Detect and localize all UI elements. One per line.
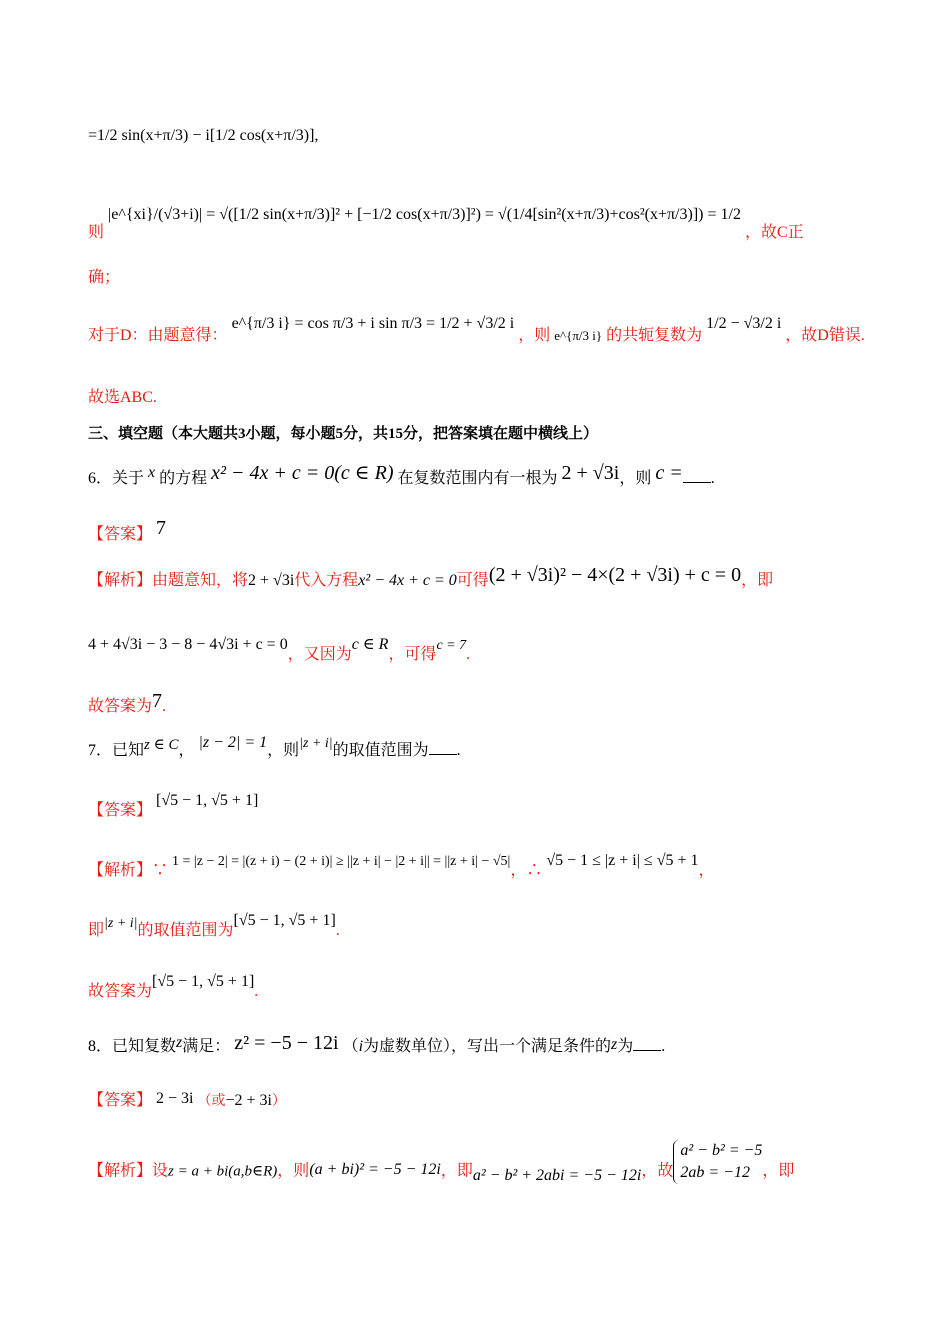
q8-var2: z bbox=[611, 1036, 618, 1053]
d-part-suffix: ，故D错误. bbox=[785, 327, 865, 344]
q7-cond2: |z − 2| = 1 bbox=[198, 734, 268, 751]
c-part-line1-formula: =1/2 sin(x+π/3) − i[1/2 cos(x+π/3)], bbox=[88, 127, 319, 144]
q8-answer-value: 2 − 3i bbox=[156, 1090, 194, 1107]
q8-analysis-t2: ，则 bbox=[277, 1162, 310, 1180]
q8-answer-blank bbox=[633, 1036, 661, 1051]
d-part-mid: ，则 bbox=[518, 327, 551, 344]
q6-analysis-res: c = 7 bbox=[436, 638, 467, 653]
q7-analysis-ineq: √5 − 1 ≤ |z + i| ≤ √5 + 1 bbox=[546, 852, 699, 869]
q6-text3: 在复数范围内有一根为 bbox=[397, 470, 558, 487]
q6-analysis-line2 bbox=[88, 636, 471, 667]
q8-analysis-label: 【解析】 bbox=[88, 1162, 153, 1180]
c-part-line2-formula: |e^{xi}/(√3+i)| = √([1/2 sin(x+π/3)]² + [−1/2 cos(x+π/3)]²) = √(1/4[sin²(x+π/3)+cos²(x+π/3)]) = 1/2 bbox=[108, 206, 741, 223]
q6-analysis-root: 2 + √3i bbox=[248, 572, 295, 589]
q6-equation: x² − 4x + c = 0(c ∈ R) bbox=[211, 462, 394, 484]
q7-answer-blank bbox=[429, 740, 457, 755]
q7-final-end: . bbox=[254, 983, 259, 1000]
q6-analysis-t7: . bbox=[466, 646, 471, 663]
q7-text2: ，则 bbox=[267, 742, 300, 759]
q7-analysis-line1 bbox=[88, 852, 715, 883]
q8-analysis-t4: ，故 bbox=[641, 1162, 674, 1180]
c-part-line2-suffix: ，故C正 bbox=[744, 224, 804, 241]
q7-analysis-because: ∵ bbox=[152, 862, 169, 879]
q8-analysis-sys1: a² − b² = −5 bbox=[680, 1142, 763, 1159]
q6-ask: c = bbox=[655, 462, 683, 484]
q7-line2-expr: |z + i| bbox=[104, 916, 138, 931]
d-part-prefix: 对于D：由题意得： bbox=[88, 327, 228, 344]
q6-analysis-t4: ，即 bbox=[741, 572, 774, 589]
q7-final-text: 故答案为 bbox=[88, 983, 153, 1000]
q8-analysis-t5: ，即 bbox=[762, 1162, 795, 1180]
c-part-line1 bbox=[88, 125, 318, 147]
d-part-exp: e^{π/3 i} bbox=[554, 328, 603, 343]
d-part-line bbox=[88, 315, 865, 347]
q7-analysis-label: 【解析】 bbox=[88, 862, 153, 879]
q7-analysis-therefore: ，∴ bbox=[510, 862, 543, 879]
q6-final-text: 故答案为 bbox=[88, 698, 153, 715]
q6-analysis-line1 bbox=[88, 564, 774, 592]
q7-analysis-chain: 1 = |z − 2| = |(z + i) − (2 + i)| ≥ ||z + i| − |2 + i|| = ||z + i| − √5| bbox=[172, 854, 511, 869]
q6-answer-line bbox=[88, 517, 167, 546]
q8-analysis-system bbox=[673, 1140, 762, 1184]
q6-analysis-t3: 可得 bbox=[456, 572, 489, 589]
q6-analysis-cond: c ∈ R bbox=[351, 636, 389, 653]
c-part-line2-prefix: 则 bbox=[88, 224, 105, 241]
q8-answer-alt: −2 + 3i bbox=[225, 1092, 272, 1109]
q7-text1: 已知 bbox=[112, 742, 145, 759]
q7-final-value: [√5 − 1, √5 + 1] bbox=[152, 973, 255, 990]
q8-analysis-sq: (a + bi)² = −5 − 12i bbox=[309, 1160, 441, 1178]
q8-analysis-exp: a² − b² + 2abi = −5 − 12i bbox=[472, 1166, 642, 1184]
q6-analysis-line2-formula: 4 + 4√3i − 3 − 8 − 4√3i + c = 0 bbox=[88, 636, 288, 653]
q8-var: z bbox=[176, 1034, 183, 1051]
q8-text1: 已知复数 bbox=[112, 1038, 177, 1055]
q8-analysis-sys2: 2ab = −12 bbox=[680, 1164, 750, 1181]
q6-text1: 关于 bbox=[112, 470, 145, 487]
q8-eq: z² = −5 − 12i bbox=[234, 1032, 339, 1054]
q7-analysis-end: ， bbox=[698, 862, 715, 879]
q6-number: 6． bbox=[88, 470, 113, 487]
q8-answer-label: 【答案】 bbox=[88, 1092, 153, 1109]
q6-analysis-sub: (2 + √3i)² − 4×(2 + √3i) + c = 0 bbox=[488, 564, 742, 586]
q6-analysis-t1: 由题意知，将 bbox=[152, 572, 249, 589]
q8-text2: 满足： bbox=[182, 1038, 231, 1055]
q6-answer-value: 7 bbox=[156, 517, 167, 539]
q7-text3: 的取值范围为 bbox=[332, 742, 429, 759]
q8-analysis-set: z = a + bi(a,b∈R) bbox=[168, 1163, 278, 1180]
q8-number: 8． bbox=[88, 1038, 113, 1055]
q7-cond1: z ∈ C bbox=[144, 737, 179, 753]
q7-final-line bbox=[88, 973, 259, 1003]
d-part-conj-text: 的共轭复数为 bbox=[606, 327, 703, 344]
q6-text2: 的方程 bbox=[159, 470, 208, 487]
q8-answer-line bbox=[88, 1090, 286, 1113]
question-6 bbox=[88, 462, 715, 490]
q8-end: . bbox=[661, 1038, 666, 1055]
q8-text4: 为虚数单位），写出一个满足条件的 bbox=[363, 1038, 612, 1055]
q8-text5: 为 bbox=[617, 1038, 634, 1055]
question-8 bbox=[88, 1034, 665, 1058]
question-7 bbox=[88, 734, 461, 763]
q6-analysis-label: 【解析】 bbox=[88, 572, 153, 589]
q7-answer-line bbox=[88, 792, 259, 822]
c-part-line3: 确； bbox=[88, 269, 121, 286]
q6-var: x bbox=[148, 464, 156, 481]
q8-analysis-t1: 设 bbox=[152, 1162, 169, 1180]
q6-analysis-t5: ，又因为 bbox=[287, 646, 352, 663]
q7-comma: ， bbox=[178, 742, 195, 759]
q8-answer-alt-close: ） bbox=[271, 1094, 286, 1109]
q6-text4: ，则 bbox=[619, 470, 652, 487]
q8-analysis-t3: ，即 bbox=[440, 1162, 473, 1180]
q7-line2-text1: 即 bbox=[88, 922, 105, 939]
q8-text3: （ bbox=[342, 1038, 359, 1055]
q6-final-line bbox=[88, 690, 167, 718]
q8-analysis-line bbox=[88, 1142, 795, 1194]
q6-answer-label: 【答案】 bbox=[88, 526, 153, 543]
q8-answer-alt-open: （或 bbox=[197, 1094, 226, 1109]
q7-answer-label: 【答案】 bbox=[88, 802, 153, 819]
q7-line2-value: [√5 − 1, √5 + 1] bbox=[233, 912, 336, 929]
q6-analysis-eq: x² − 4x + c = 0 bbox=[358, 572, 457, 589]
q7-expr: |z + i| bbox=[299, 736, 333, 751]
choose-answer: 故选ABC. bbox=[88, 389, 157, 406]
q7-end: . bbox=[456, 742, 461, 759]
q6-end: . bbox=[710, 470, 715, 487]
q8-unit: i bbox=[358, 1038, 364, 1055]
q7-line2-end: . bbox=[335, 922, 340, 939]
q7-line2 bbox=[88, 912, 340, 943]
d-part-conj-value: 1/2 − √3/2 i bbox=[706, 315, 782, 332]
q6-final-end: . bbox=[162, 698, 167, 715]
q7-answer-value: [√5 − 1, √5 + 1] bbox=[156, 792, 259, 809]
q7-number: 7． bbox=[88, 742, 113, 759]
q6-root: 2 + √3i bbox=[561, 462, 620, 484]
q6-analysis-t2: 代入方程 bbox=[294, 572, 359, 589]
d-part-formula: e^{π/3 i} = cos π/3 + i sin π/3 = 1/2 + √3/2 i bbox=[231, 315, 515, 332]
q6-answer-blank bbox=[683, 468, 711, 483]
q6-analysis-t6: ，可得 bbox=[388, 646, 437, 663]
q6-final-value: 7 bbox=[152, 690, 163, 712]
c-part-line2 bbox=[88, 206, 804, 244]
q7-line2-text2: 的取值范围为 bbox=[137, 922, 234, 939]
section-heading: 三、填空题（本大题共3小题，每小题5分，共15分，把答案填在题中横线上） bbox=[88, 426, 599, 442]
